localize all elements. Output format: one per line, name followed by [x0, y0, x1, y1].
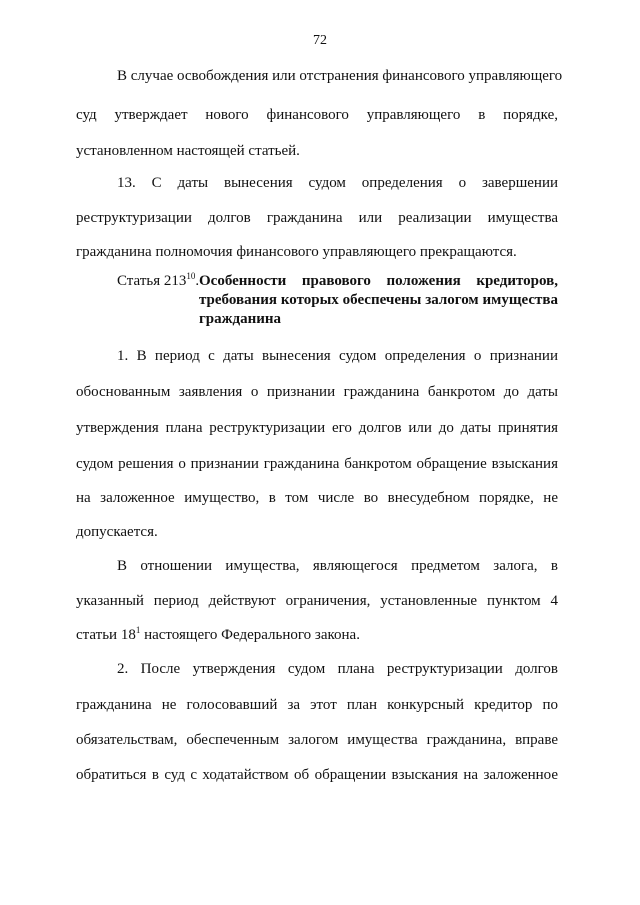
paragraph-2-line-1: 13. С даты вынесения судом определения о завершении [117, 175, 558, 191]
paragraph-3-line-1: 1. В период с даты вынесения судом определения о признании [117, 348, 558, 364]
article-label [117, 271, 199, 291]
article-title-line-2: требования которых обеспечены залогом имущества [199, 292, 558, 308]
paragraph-3-line-5: на заложенное имущество, в том числе во внесудебном порядке, не [76, 490, 558, 506]
page-number: 72 [313, 33, 327, 48]
paragraph-5-line-4: обратиться в суд с ходатайством об обращении взыскания на заложенное [76, 767, 558, 783]
article-label-text: Статья 213 [117, 273, 187, 289]
article-title-line-1: Особенности правового положения кредиторов, [199, 273, 558, 289]
paragraph-1-line-3: установленном настоящей статьей. [76, 143, 300, 159]
article-title-line-3: гражданина [199, 311, 282, 327]
paragraph-5-line-3: обязательствам, обеспеченным залогом имущества гражданина, вправе [76, 732, 558, 748]
paragraph-3-line-2: обоснованным заявления о признании гражданина банкротом до даты [76, 384, 558, 400]
paragraph-1-line-1: В случае освобождения или отстранения финансового управляющего [117, 68, 563, 84]
paragraph-2-line-3: гражданина полномочия финансового управляющего прекращаются. [76, 244, 517, 260]
paragraph-1-line-2: суд утверждает нового финансового управляющего в порядке, [76, 107, 558, 123]
article-label-superscript: 10 [186, 271, 196, 281]
paragraph-2-line-2: реструктуризации долгов гражданина или реализации имущества [76, 210, 558, 226]
paragraph-5-line-2: гражданина не голосовавший за этот план конкурсный кредитор по [76, 697, 558, 713]
paragraph-4-line-3-text-b: настоящего Федерального закона. [140, 627, 360, 643]
paragraph-4-line-2: указанный период действуют ограничения, установленные пунктом 4 [76, 593, 558, 609]
article-label-suffix: . [195, 273, 200, 289]
paragraph-4-line-3-superscript: 1 [135, 625, 141, 635]
paragraph-4-line-1: В отношении имущества, являющегося предметом залога, в [117, 558, 558, 574]
paragraph-4-line-3-text-a: статьи 18 [76, 627, 136, 643]
paragraph-3-line-6: допускается. [76, 524, 158, 540]
paragraph-3-line-4: судом решения о признании гражданина банкротом обращение взыскания [76, 456, 558, 472]
paragraph-4-line-3 [76, 625, 558, 645]
paragraph-3-line-3: утверждения плана реструктуризации его долгов или до даты принятия [76, 420, 558, 436]
paragraph-5-line-1: 2. После утверждения судом плана реструктуризации долгов [117, 661, 558, 677]
